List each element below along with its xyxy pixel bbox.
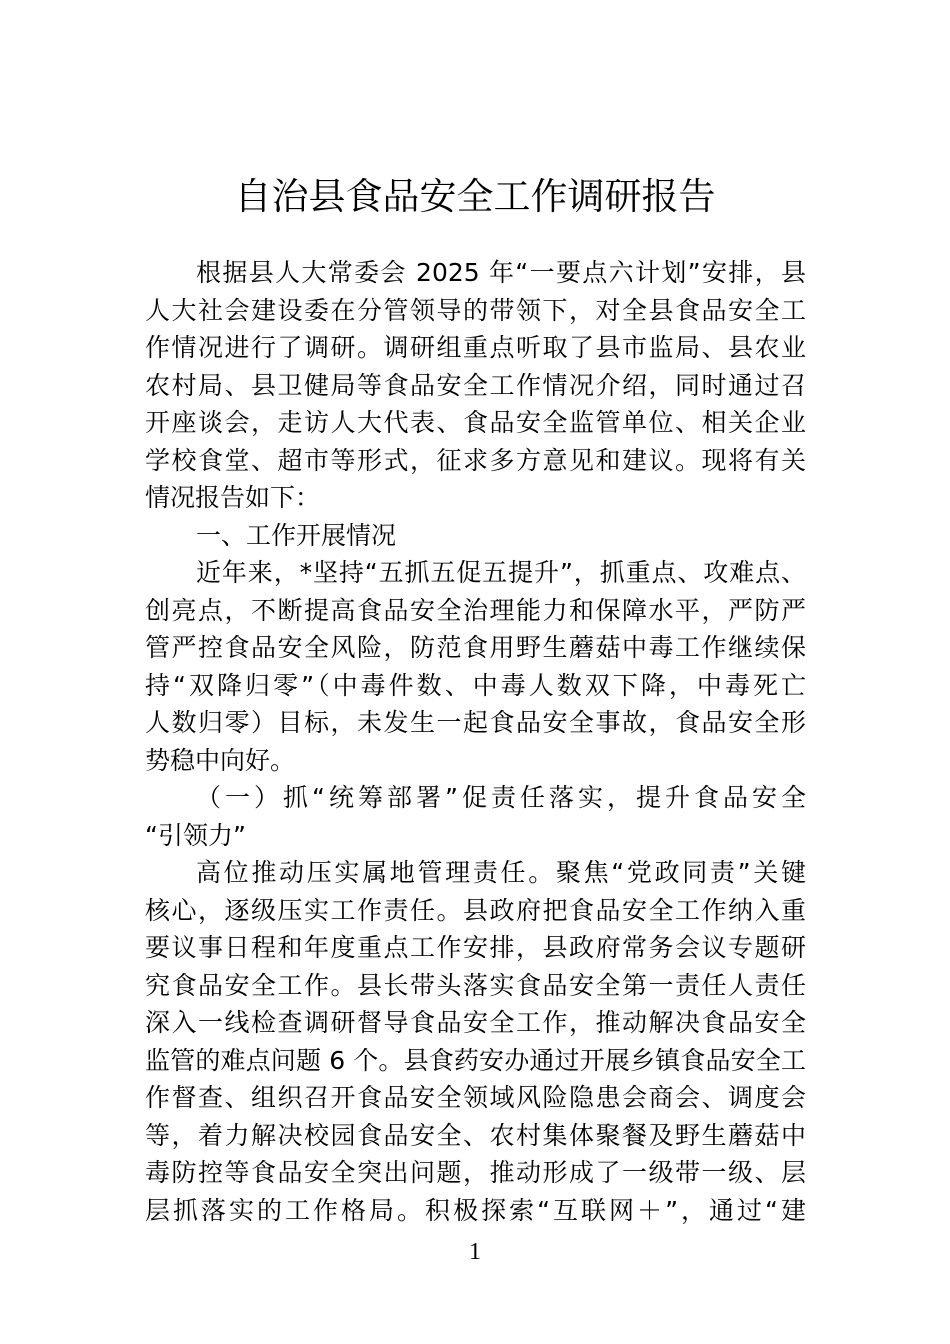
text-line: 学校食堂、超市等形式，征求多方意见和建议。现将有关 (145, 445, 806, 475)
text-line: 情况报告如下： (145, 483, 321, 512)
text-line: 人数归零）目标，未发生一起食品安全事故，食品安全形 (145, 708, 806, 737)
text-line: 监管的难点问题 6 个。县食药安办通过开展乡镇食品安全工 (145, 1045, 806, 1075)
text-line: 作督查、组织召开食品安全领域风险隐患会商会、调度会 (145, 1083, 806, 1112)
text-line: 等，着力解决校园食品安全、农村集体聚餐及野生蘑菇中 (145, 1120, 806, 1150)
text-line: 深入一线检查调研督导食品安全工作，推动解决食品安全 (145, 1008, 806, 1037)
text-line: 人大社会建设委在分管领导的带领下，对全县食品安全工 (145, 295, 806, 325)
text-line: 开座谈会，走访人大代表、食品安全监管单位、相关企业 (145, 408, 806, 437)
text-line: 近年来，*坚持“五抓五促五提升”，抓重点、攻难点、 (196, 558, 806, 587)
page-content (145, 254, 806, 1267)
text-line: 势稳中向好。 (145, 745, 296, 775)
document-title: 自治县食品安全工作调研报告 (234, 175, 716, 218)
text-line: （一）抓“统筹部署”促责任落实，提升食品安全 (196, 783, 806, 812)
text-line: 究食品安全工作。县长带头落实食品安全第一责任人责任 (145, 970, 806, 1000)
text-line: 农村局、县卫健局等食品安全工作情况介绍，同时通过召 (145, 370, 806, 400)
text-line: 要议事日程和年度重点工作安排，县政府常务会议专题研 (145, 933, 806, 962)
document-body (145, 254, 806, 1229)
text-line: 高位推动压实属地管理责任。聚焦“党政同责”关键 (196, 858, 806, 887)
text-line: 层抓落实的工作格局。积极探索“互联网＋”，通过“建 (145, 1195, 806, 1225)
text-line: 一、工作开展情况 (196, 520, 397, 550)
text-line: “引领力” (145, 820, 246, 850)
text-line: 管严控食品安全风险，防范食用野生蘑菇中毒工作继续保 (145, 633, 806, 662)
text-line: 根据县人大常委会 2025 年“一要点六计划”安排，县 (196, 258, 806, 287)
text-line: 毒防控等食品安全突出问题，推动形成了一级带一级、层 (145, 1158, 806, 1187)
text-line: 持“双降归零”（中毒件数、中毒人数双下降，中毒死亡 (145, 670, 806, 700)
text-line: 作情况进行了调研。调研组重点听取了县市监局、县农业 (145, 333, 806, 362)
text-line: 创亮点，不断提高食品安全治理能力和保障水平，严防严 (145, 595, 806, 625)
text-line: 核心，逐级压实工作责任。县政府把食品安全工作纳入重 (145, 895, 806, 925)
page-number: 1 (469, 1239, 481, 1265)
